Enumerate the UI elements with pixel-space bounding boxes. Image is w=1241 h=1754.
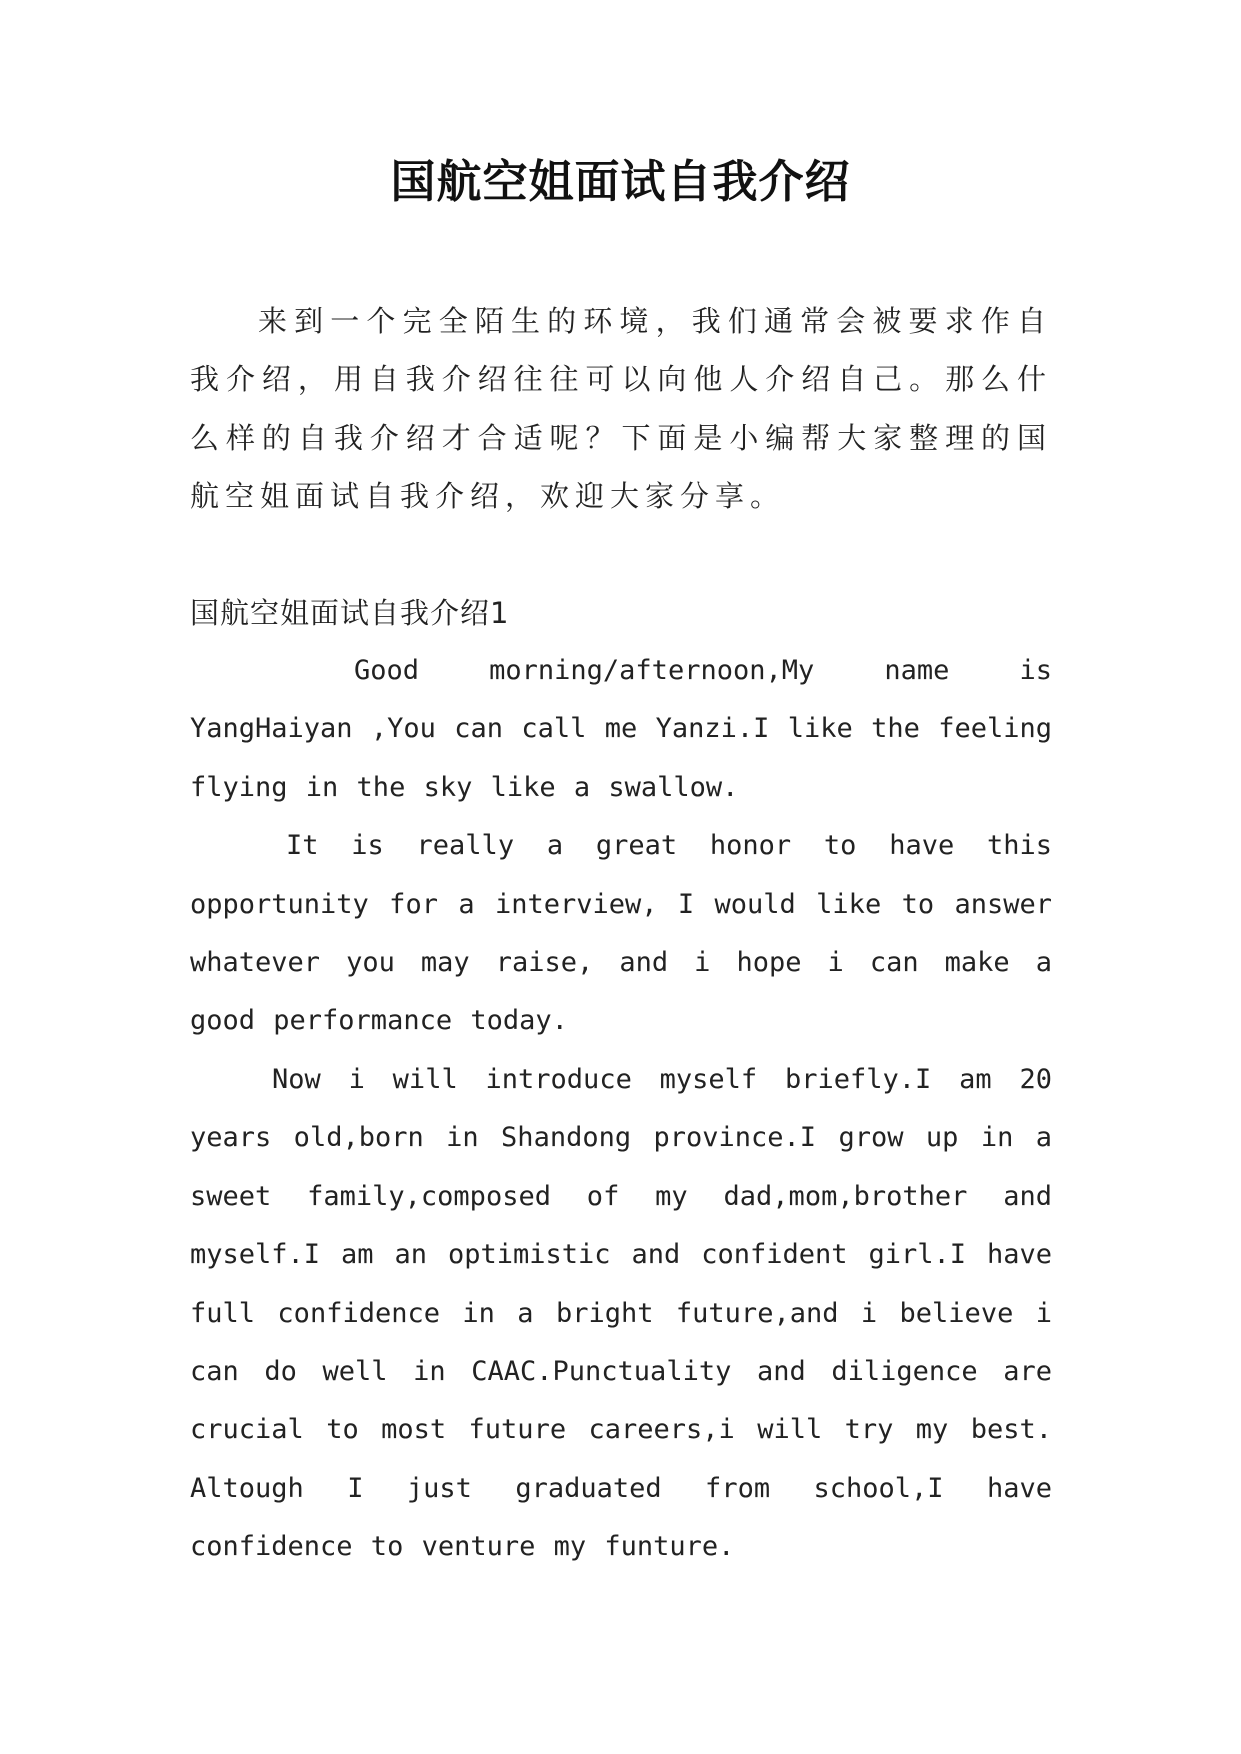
body-paragraph-2: It is really a great honor to have this opportunity for a interview, I would like to answer whatever you may raise, and i hope i can make a good performance today.	[190, 830, 1052, 1037]
intro-paragraph: 来到一个完全陌生的环境，我们通常会被要求作自我介绍，用自我介绍往往可以向他人介绍自己。那么什么样的自我介绍才合适呢？下面是小编帮大家整理的国航空姐面试自我介绍，欢迎大家分享。	[190, 304, 1052, 514]
body-paragraph-3: Now i will introduce myself briefly.I am 20 years old,born in Shandong province.I grow up in a sweet family,composed of my dad,mom,brother and myself.I am an optimistic and confident girl.I have full confidence in a bright future,and i believe i can do well in CAAC.Punctuality and diligence are crucial to most future careers,i will try my best. Altough I just graduated from school,I have confidence to venture my funture.	[190, 1063, 1052, 1563]
body-paragraph-1: Good morning/afternoon,My name is YangHaiyan ,You can call me Yanzi.I like the feeling flying in the sky like a swallow.	[190, 655, 1052, 803]
page-title: 国航空姐面试自我介绍	[390, 155, 851, 208]
section-heading: 国航空姐面试自我介绍1	[190, 595, 510, 630]
document-body	[190, 292, 1052, 1577]
